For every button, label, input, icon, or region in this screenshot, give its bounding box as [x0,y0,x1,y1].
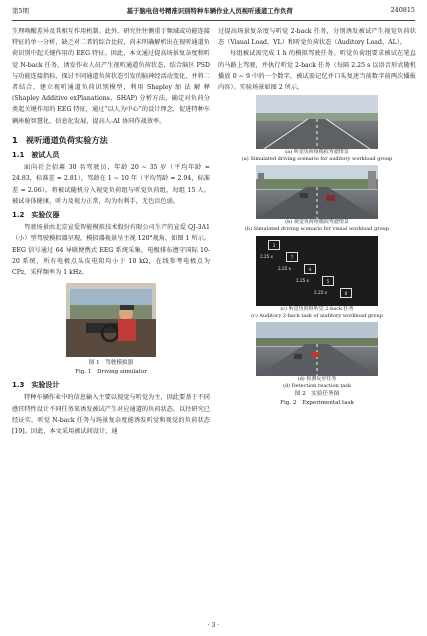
running-header [12,6,415,21]
visual-group-road-image [256,165,378,219]
subfigure-caption-en: (a) Simulated driving scenario for auditory workload group [241,156,393,163]
two-back-task-diagram [256,236,378,306]
figure-caption-cn: 图 2 实验任务图 [294,391,340,398]
subsection-heading: 1.2 实验仪器 [12,211,60,220]
subsection-heading: 1.3 实验设计 [12,381,60,390]
subfigure-caption-en: (b) Simulated driving scenario for visual workload group [244,226,390,233]
paragraph: 每组被试需完成 1 h 的模拟驾驶任务。听觉负荷组要求被试在笔直的马路上驾驶，并执行听觉 2-back 任务（每隔 2.25 s 以语音形式随机播放 0 ~ 9 中的一个数字，被试需记忆并口头复述当前数字前两次播报内容）。实验场景如图 2 所示。 [218,50,416,92]
subfigure-caption-cn: (b) 视觉负荷组模拟驾驶情景 [285,219,349,226]
left-column [12,26,210,437]
page-number: · 3 · [207,622,220,629]
interval-label: 2.25 s [296,278,309,284]
task-digit: 7 [286,252,298,262]
paper-id: 240815 [390,6,415,14]
paragraph: 驾驶场景由北京宣爱智能模拟技术股份有限公司生产的宣爱 QJ-3A1（小）型驾驶模拟器呈现，模拟器视景呈主视 120°视角，如图 1 所示。EEG 信号通过 64 导联便携式 EEG 系统采集，电极排布遵守国际 10-20 系统，所有电极点头皮电阻均小于 10 kΩ，在线参考电极点为 CPz，采样频率为 1 kHz。 [12,224,210,277]
auditory-group-road-image [256,95,378,149]
paragraph: 面向社会招募 30 名驾驶员，年龄 20 ~ 35 岁（平均年龄 = 24.83，标准差 = 2.81），驾龄在 1 ~ 10 年（平均驾龄 = 2.94，标准差 = 2.06）。将被试随机分入视觉负荷组与听觉负荷组，每组 15 人。被试身体健康，听力及视力正常，均为右利手，无色盲色弱。 [12,164,210,205]
figure-caption-cn: 图 1 驾驶模拟器 [88,360,134,367]
task-digit: 3 [268,240,280,250]
paragraph: 生理唤醒差异及其相互作用机制。此外，研究往往侧重于频域或功能连接特征的单一分析，缺乏对二者的综合比较，尚未明确解析出在视听通道负荷识别中起关键作用的 EEG 特征。因此，本文通过提高场景复杂度和听觉 N-back 任务，诱发作业人员产生视听通道负荷状态，结合脑区 PSD 与功能连接指标，探讨不同通道负荷状态引发的脑神经活动变化，并将二者结合，建立视听通道负荷识别模型，利用 Shapley 加 法 解 释 (Shapley Additive exPlanations，SHAP) 分析方法，确定对负荷分类起关键作用的 EEG 特征，通过“以人为中心”的设计理念，促进特种车辆座舱智慧化、信息化发展，提高人-AI 协同作战效率。 [12,28,210,125]
detection-task-image [256,322,378,376]
interval-label: 2.25 s [314,290,327,296]
task-digit: 8 [340,288,352,298]
paragraph: 特种车辆作业中的信息输入主要以视觉与听觉为主，因此要基于不同感官特性设计不同任务来诱发被试产生对应通道的负荷状态。以往研究已经证实，听觉 N-back 任务与场景复杂度能诱发听觉和视觉的负荷状态[19]。因此，本文采用被试间设计，通 [12,394,210,436]
subfigure-caption-en: (d) Detection reaction task [282,383,351,390]
interval-label: 2.25 s [278,266,291,272]
issue-number: 第5期 [12,7,29,15]
section-heading: 1 视听通道负荷实验方法 [12,134,108,145]
subfigure-caption-cn: (d) 检测反应任务 [297,376,337,383]
subfigure-caption-en: (c) Auditory 2-back task of auditory workload group [251,313,383,320]
task-digit: 4 [304,264,316,274]
right-column [218,26,416,408]
paper-title: 基于脑电信号精准识别特种车辆作业人员视听通道工作负荷 [126,7,293,15]
task-digit: 5 [322,276,334,286]
subfigure-caption-cn: (a) 听觉负荷组模拟驾驶情景 [285,149,349,156]
interval-label: 2.25 s [260,254,273,260]
paragraph: 过提高场景复杂度与听觉 2-back 任务，分别诱发被试产生视觉负荷状态（Visual Load，VL）和听觉负荷状态（Auditory Load，AL）。 [218,28,416,47]
subfigure-caption-cn: (c) 听觉负荷组听觉 2-back 任务 [280,306,354,313]
figure-caption-en: Fig. 2 Experimental task [280,400,354,407]
figure-caption-en: Fig. 1 Driving simulator [75,369,147,376]
subsection-heading: 1.1 被试人员 [12,151,60,160]
driving-simulator-photo [66,283,156,357]
